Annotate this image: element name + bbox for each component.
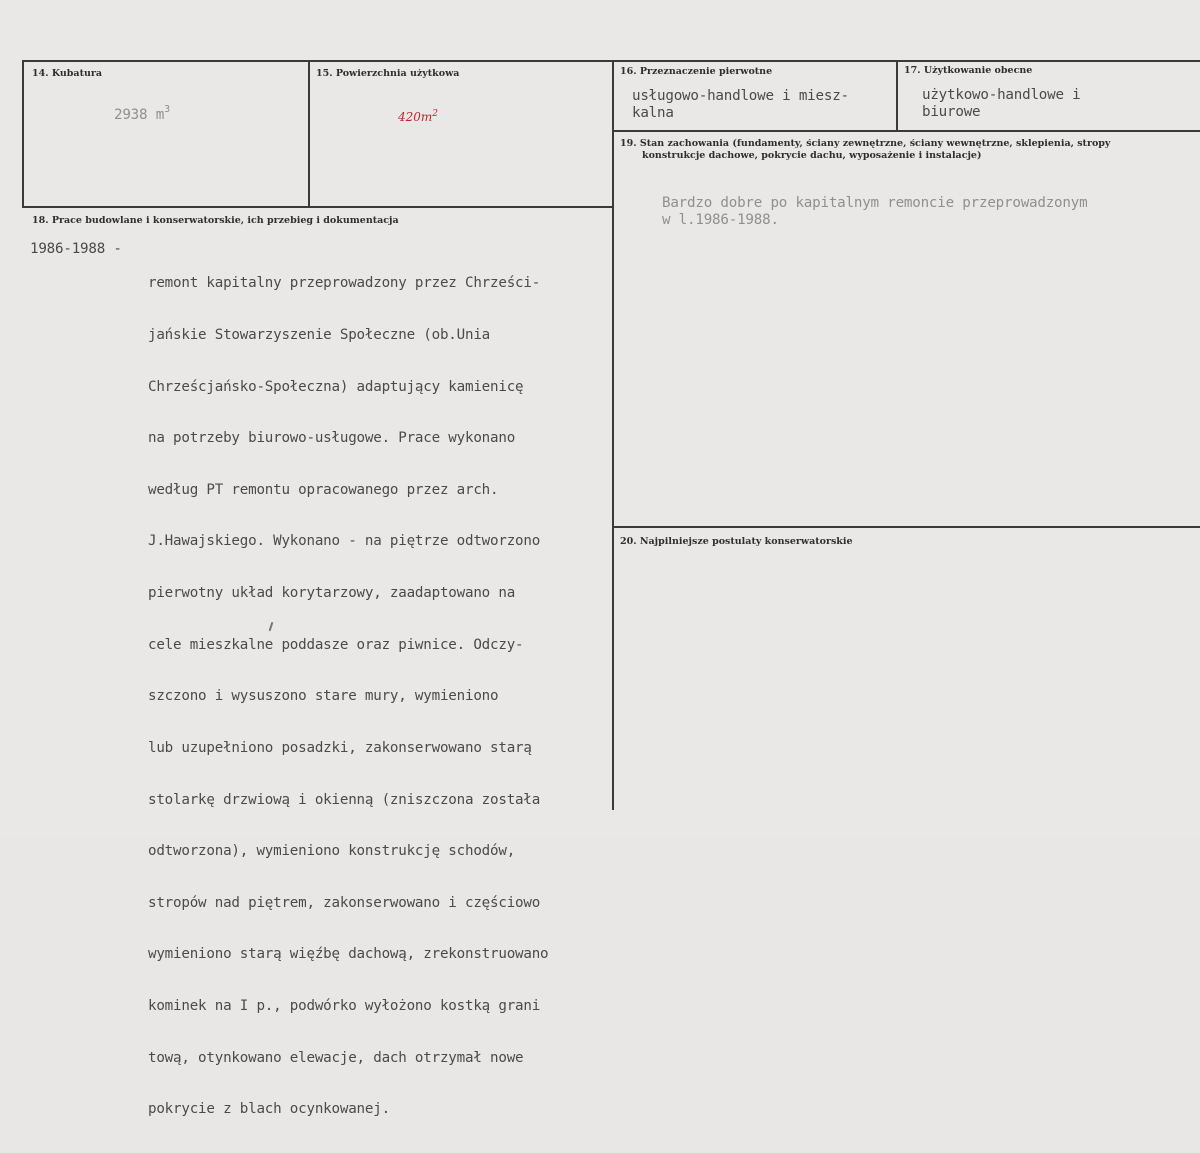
prace-line: szczono i wysuszono stare mury, wymieniono bbox=[148, 688, 499, 705]
uzytkowanie-line: użytkowo-handlowe i bbox=[922, 87, 1081, 103]
top-border bbox=[22, 60, 1200, 62]
prace-line: stolarkę drzwiową i okienną (zniszczona została bbox=[148, 791, 541, 808]
center-divider bbox=[612, 60, 614, 810]
przeznaczenie-line: usługowo-handlowe i miesz- bbox=[632, 88, 849, 104]
row-divider-right-mid bbox=[612, 526, 1200, 528]
prace-budowlane-label: 18. Prace budowlane i konserwatorskie, ich przebieg i dokumentacja bbox=[32, 215, 399, 226]
kubatura-value bbox=[114, 104, 170, 125]
uzytkowanie-label: 17. Użytkowanie obecne bbox=[904, 65, 1033, 76]
row-divider-left bbox=[22, 206, 614, 208]
row-divider-right-top bbox=[612, 130, 1200, 132]
kubatura-label: 14. Kubatura bbox=[32, 68, 103, 79]
prace-budowlane-text bbox=[148, 241, 548, 1153]
prace-line: według PT remontu opracowanego przez arch. bbox=[148, 481, 499, 498]
stan-zachowania-line: Bardzo dobre po kapitalnym remoncie przeprowadzonym bbox=[662, 195, 1088, 211]
powierzchnia-unit-exponent: 2 bbox=[432, 109, 439, 119]
prace-line: tową, otynkowano elewacje, dach otrzymał nowe bbox=[148, 1049, 524, 1066]
prace-line: cele mieszkalne poddasze oraz piwnice. Odczy- bbox=[148, 636, 524, 653]
kubatura-number: 2938 m bbox=[114, 107, 165, 123]
uzytkowanie-value bbox=[922, 87, 1081, 121]
prace-line: stropów nad piętrem, zakonserwowano i częściowo bbox=[148, 894, 541, 911]
prace-line: remont kapitalny przeprowadzony przez Chrześci- bbox=[148, 275, 541, 292]
powierzchnia-value bbox=[398, 110, 438, 124]
prace-line: pokrycie z blach ocynkowanej. bbox=[148, 1101, 390, 1118]
left-border bbox=[22, 60, 24, 208]
powierzchnia-label: 15. Powierzchnia użytkowa bbox=[316, 68, 460, 79]
postulaty-label: 20. Najpilniejsze postulaty konserwatorskie bbox=[620, 536, 853, 547]
prace-line: odtworzona), wymieniono konstrukcję schodów, bbox=[148, 843, 516, 860]
kubatura-unit-exponent: 3 bbox=[164, 104, 170, 115]
prace-line: kominek na I p., podwórko wyłożono kostką grani bbox=[148, 997, 541, 1014]
stan-zachowania-line: w l.1986-1988. bbox=[662, 212, 779, 229]
prace-line: jańskie Stowarzyszenie Społeczne (ob.Unia bbox=[148, 327, 491, 344]
przeznaczenie-line: kalna bbox=[632, 105, 674, 122]
stan-zachowania-value bbox=[662, 195, 1087, 229]
stan-zachowania-label-line: konstrukcje dachowe, pokrycie dachu, wyposażenie i instalacje) bbox=[642, 150, 982, 161]
prace-line: J.Hawajskiego. Wykonano - na piętrze odtworzono bbox=[148, 533, 541, 550]
prace-line: na potrzeby biurowo-usługowe. Prace wykonano bbox=[148, 430, 516, 447]
divider-16-17 bbox=[896, 60, 898, 130]
uzytkowanie-line: biurowe bbox=[922, 104, 981, 121]
stan-zachowania-label-line: 19. Stan zachowania (fundamenty, ściany zewnętrzne, ściany wewnętrzne, sklepienia, stropy bbox=[620, 138, 1111, 149]
przeznaczenie-value bbox=[632, 88, 849, 122]
divider-14-15 bbox=[308, 60, 310, 208]
prace-line: pierwotny układ korytarzowy, zaadaptowano na bbox=[148, 585, 516, 602]
stan-zachowania-label bbox=[620, 138, 1110, 162]
prace-line: wymieniono starą więźbę dachową, zrekonstruowano bbox=[148, 946, 549, 963]
prace-line: lub uzupełniono posadzki, zakonserwowano starą bbox=[148, 739, 532, 756]
prace-line: Chrześcjańsko-Społeczna) adaptujący kamienicę bbox=[148, 378, 524, 395]
prace-period: 1986-1988 - bbox=[30, 241, 122, 257]
powierzchnia-number: 420m bbox=[398, 110, 433, 124]
przeznaczenie-label: 16. Przeznaczenie pierwotne bbox=[620, 66, 773, 77]
